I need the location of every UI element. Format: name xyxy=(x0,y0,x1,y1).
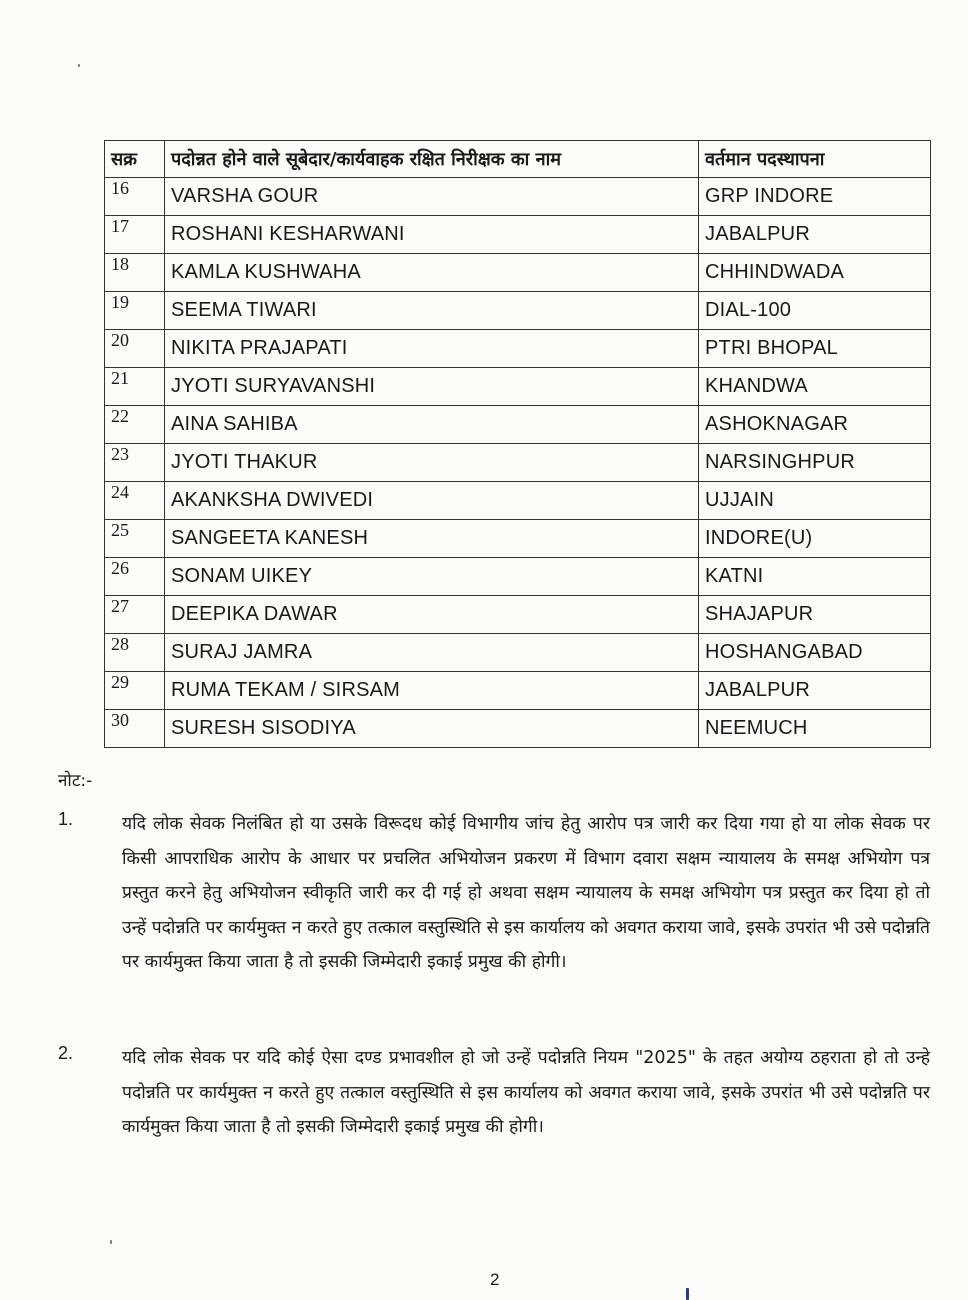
serial-cell: 26 xyxy=(105,558,165,596)
table-row xyxy=(105,406,931,444)
table-row xyxy=(105,672,931,710)
posting-cell: DIAL-100 xyxy=(699,292,931,330)
table-row xyxy=(105,444,931,482)
name-cell: SURAJ JAMRA xyxy=(165,634,699,672)
header-name: पदोन्नत होने वाले सूबेदार/कार्यवाहक रक्षित निरीक्षक का नाम xyxy=(165,141,699,178)
header-posting: वर्तमान पदस्थापना xyxy=(699,141,931,178)
table-header-row xyxy=(105,141,931,178)
table-row xyxy=(105,558,931,596)
serial-cell: 23 xyxy=(105,444,165,482)
posting-cell: INDORE(U) xyxy=(699,520,931,558)
posting-cell: CHHINDWADA xyxy=(699,254,931,292)
table-row xyxy=(105,216,931,254)
serial-cell: 30 xyxy=(105,710,165,748)
scan-speck xyxy=(78,64,80,67)
serial-cell: 28 xyxy=(105,634,165,672)
serial-cell: 27 xyxy=(105,596,165,634)
note-number: 2. xyxy=(58,1043,74,1063)
posting-cell: KHANDWA xyxy=(699,368,931,406)
posting-cell: JABALPUR xyxy=(699,216,931,254)
serial-cell: 20 xyxy=(105,330,165,368)
table-row xyxy=(105,178,931,216)
table-row xyxy=(105,596,931,634)
name-cell: AINA SAHIBA xyxy=(165,406,699,444)
posting-cell: NARSINGHPUR xyxy=(699,444,931,482)
name-cell: JYOTI THAKUR xyxy=(165,444,699,482)
serial-cell: 24 xyxy=(105,482,165,520)
posting-cell: UJJAIN xyxy=(699,482,931,520)
serial-cell: 25 xyxy=(105,520,165,558)
name-cell: SEEMA TIWARI xyxy=(165,292,699,330)
serial-cell: 22 xyxy=(105,406,165,444)
serial-cell: 29 xyxy=(105,672,165,710)
name-cell: RUMA TEKAM / SIRSAM xyxy=(165,672,699,710)
promotion-table xyxy=(104,140,931,748)
posting-cell: KATNI xyxy=(699,558,931,596)
page-number: 2 xyxy=(490,1270,500,1289)
posting-cell: NEEMUCH xyxy=(699,710,931,748)
serial-cell: 19 xyxy=(105,292,165,330)
name-cell: JYOTI SURYAVANSHI xyxy=(165,368,699,406)
table-row xyxy=(105,520,931,558)
serial-cell: 16 xyxy=(105,178,165,216)
header-serial: सक्र xyxy=(105,141,165,178)
scan-speck xyxy=(110,1240,112,1244)
name-cell: KAMLA KUSHWAHA xyxy=(165,254,699,292)
posting-cell: SHAJAPUR xyxy=(699,596,931,634)
posting-cell: JABALPUR xyxy=(699,672,931,710)
posting-cell: HOSHANGABAD xyxy=(699,634,931,672)
posting-cell: GRP INDORE xyxy=(699,178,931,216)
notes-heading: नोट:- xyxy=(58,771,93,791)
name-cell: NIKITA PRAJAPATI xyxy=(165,330,699,368)
name-cell: AKANKSHA DWIVEDI xyxy=(165,482,699,520)
note-text: यदि लोक सेवक निलंबित हो या उसके विरूदध कोई विभागीय जांच हेतु आरोप पत्र जारी कर दिया गया हो या लोक सेवक पर किसी आपराधिक आरोप के आधार पर प्रचलित अभियोजन प्रकरण में विभाग दवारा सक्षम न्यायालय के समक्ष अभियोग पत्र प्रस्तुत करने हेतु अभियोजन स्वीकृति जारी कर दी गई हो अथवा सक्षम न्यायालय के समक्ष अभियोग पत्र प्रस्तुत कर दिया हो तो उन्हें पदोन्नति पर कार्यमुक्त न करते हुए तत्काल वस्तुस्थिति से इस कार्यालय को अवगत कराया जावे, इसके उपरांत भी उसे पदोन्नति पर कार्यमुक्त किया जाता है तो इसकी जिम्मेदारी इकाई प्रमुख की होगी। xyxy=(122,814,930,972)
name-cell: ROSHANI KESHARWANI xyxy=(165,216,699,254)
name-cell: SONAM UIKEY xyxy=(165,558,699,596)
table-row xyxy=(105,482,931,520)
table-row xyxy=(105,710,931,748)
name-cell: SURESH SISODIYA xyxy=(165,710,699,748)
serial-cell: 21 xyxy=(105,368,165,406)
table-row xyxy=(105,368,931,406)
table-row xyxy=(105,634,931,672)
name-cell: VARSHA GOUR xyxy=(165,178,699,216)
table-row xyxy=(105,330,931,368)
table-row xyxy=(105,254,931,292)
note-text: यदि लोक सेवक पर यदि कोई ऐसा दण्ड प्रभावशील हो जो उन्हें पदोन्नति नियम "2025" के तहत अयोग्य ठहराता हो तो उन्हे पदोन्नति पर कार्यमुक्त न करते हुए तत्काल वस्तुस्थिति से इस कार्यालय को अवगत कराया जावे, इसके उपरांत भी उसे पदोन्नति पर कार्यमुक्त किया जाता है तो इसकी जिम्मेदारी इकाई प्रमुख की होगी। xyxy=(122,1048,930,1137)
posting-cell: ASHOKNAGAR xyxy=(699,406,931,444)
scan-speck xyxy=(686,1288,689,1300)
serial-cell: 17 xyxy=(105,216,165,254)
table-row xyxy=(105,292,931,330)
name-cell: SANGEETA KANESH xyxy=(165,520,699,558)
posting-cell: PTRI BHOPAL xyxy=(699,330,931,368)
name-cell: DEEPIKA DAWAR xyxy=(165,596,699,634)
note-number: 1. xyxy=(58,809,74,829)
serial-cell: 18 xyxy=(105,254,165,292)
